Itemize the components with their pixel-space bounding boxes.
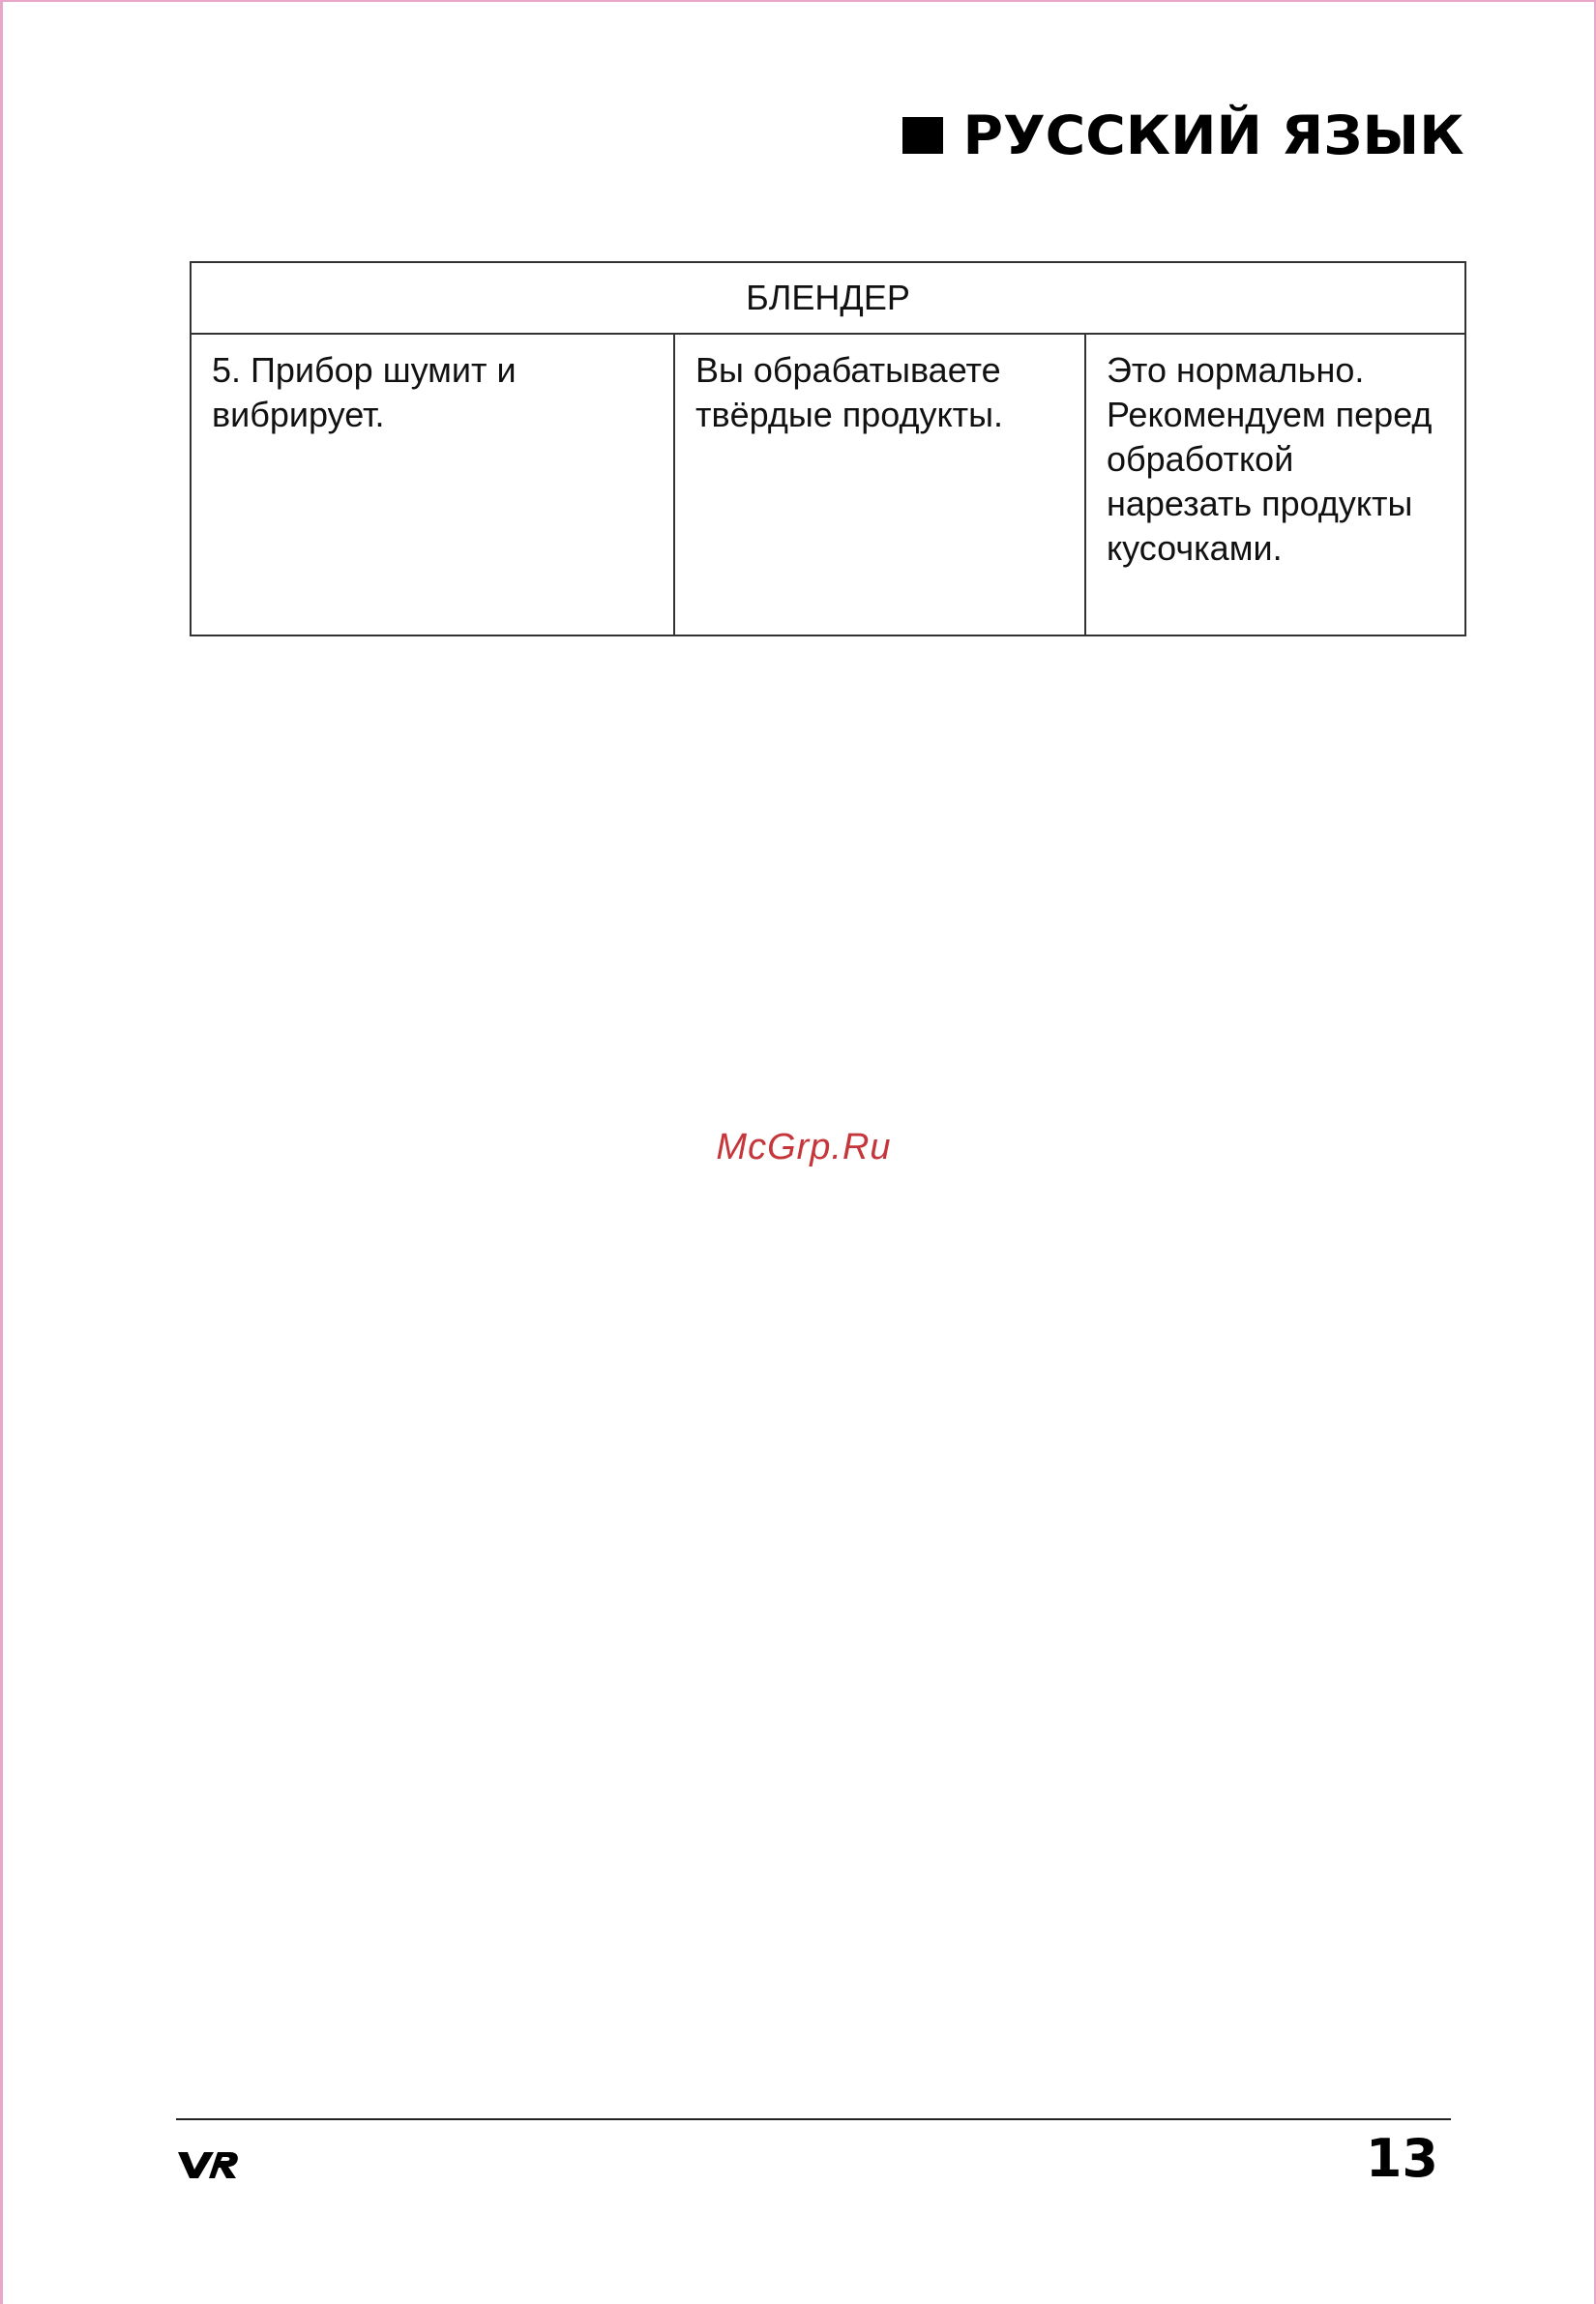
page-edge-top bbox=[0, 0, 1596, 2]
troubleshooting-table bbox=[190, 261, 1466, 636]
problem-cell: 5. Прибор шумит и вибрирует. bbox=[191, 334, 674, 635]
table-heading: БЛЕНДЕР bbox=[191, 262, 1465, 334]
table-heading-row bbox=[191, 262, 1465, 334]
page-number: 13 bbox=[1365, 2128, 1438, 2189]
table-row bbox=[191, 334, 1465, 635]
black-square-icon bbox=[902, 117, 943, 154]
footer-divider bbox=[176, 2118, 1451, 2120]
solution-cell: Это нормально. Рекомендуем перед обработкой нарезать продукты кусочками. bbox=[1085, 334, 1465, 635]
vr-logo-icon bbox=[176, 2148, 240, 2181]
section-title: РУССКИЙ ЯЗЫК bbox=[962, 104, 1464, 166]
vr-logo bbox=[176, 2148, 240, 2186]
cause-cell: Вы обрабатываете твёрдые продукты. bbox=[674, 334, 1085, 635]
watermark: McGrp.Ru bbox=[716, 1127, 892, 1167]
section-header bbox=[902, 104, 1464, 166]
